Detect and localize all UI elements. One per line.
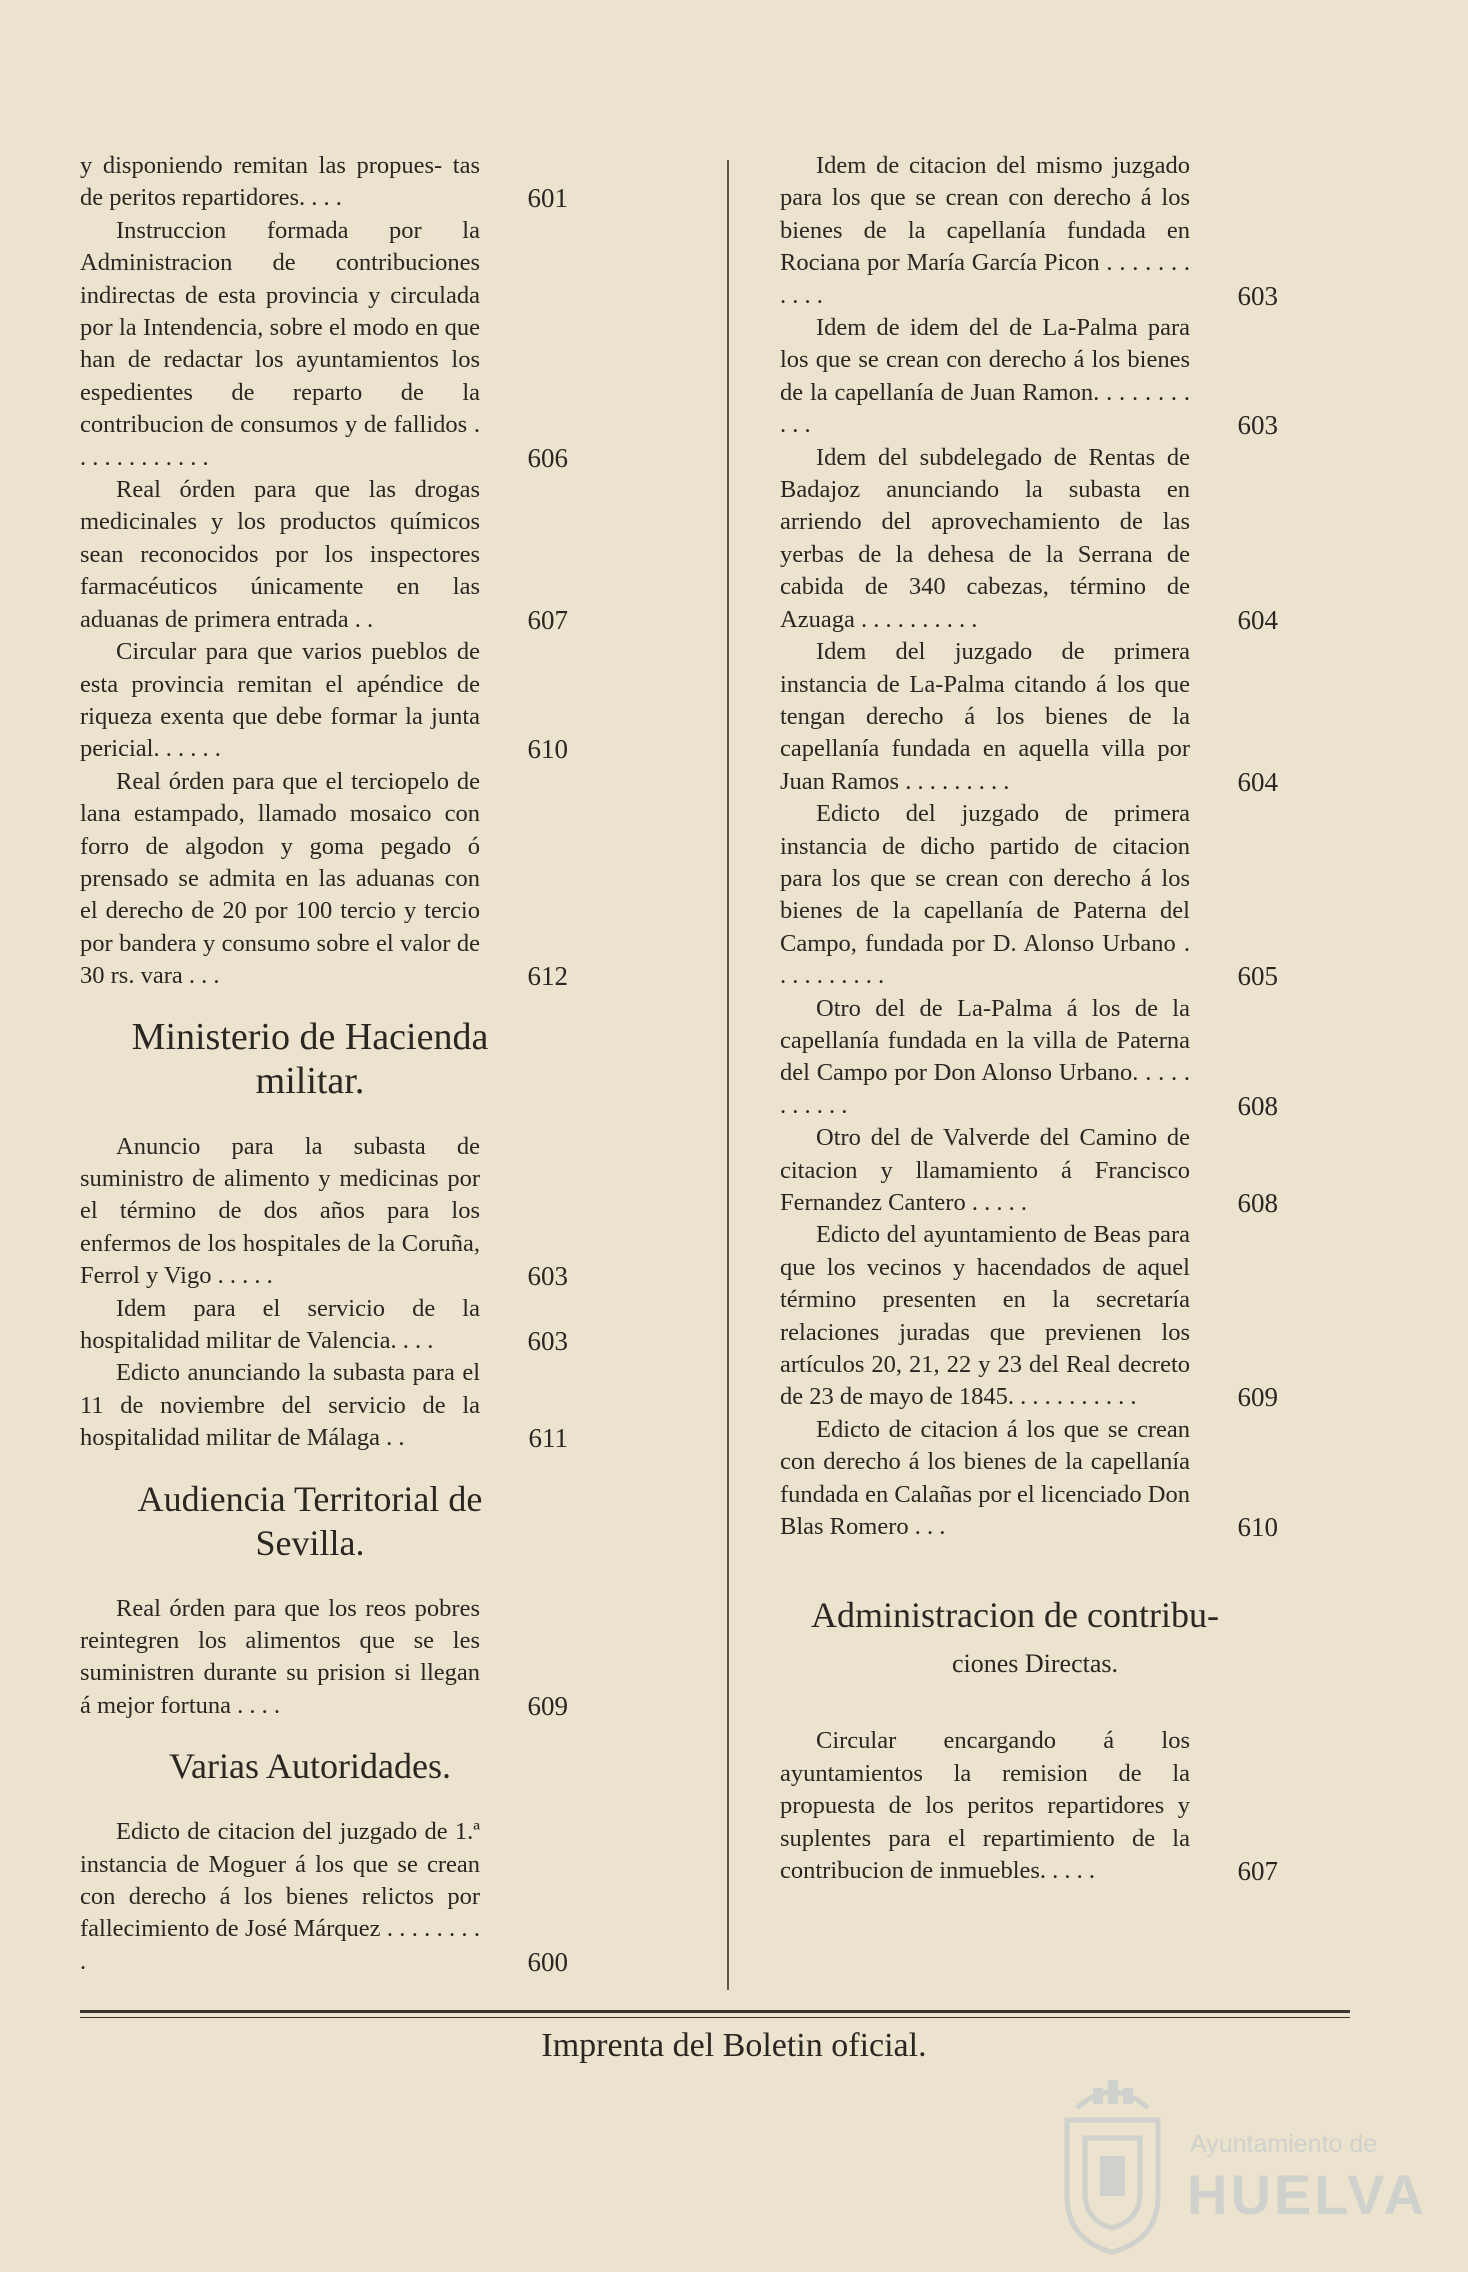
index-entry-text: Idem del subdelegado de Rentas de Badajoz anunciando la subasta en arriendo del aprovechamiento de las yerbas de la dehesa de la Serrana de cabida de 340 cabezas, término de Azuaga . . . . . . . . . . [780, 443, 1190, 633]
index-entry-page-number: 604 [1237, 604, 1278, 635]
index-entry [780, 1219, 1290, 1413]
index-entry-page-number: 609 [527, 1690, 568, 1721]
index-entry-page-number: 603 [527, 1326, 568, 1356]
index-entry-page-number: 603 [1237, 410, 1278, 441]
index-entry-page-number: 610 [1237, 1512, 1278, 1543]
index-entry [80, 636, 580, 766]
index-entry [780, 312, 1290, 442]
index-entry-text: Real órden para que los reos pobres reintegren los alimentos que se les suministren durante su prision si llegan á mejor fortuna . . . . [80, 1594, 480, 1719]
printer-imprint: Imprenta del Boletin oficial. [541, 2027, 927, 2064]
huelva-crest-icon [1055, 2068, 1170, 2258]
index-entry [80, 1816, 580, 1978]
index-entry-page-number: 607 [1237, 1856, 1278, 1887]
section-title-administracion: Administracion de contribu- [811, 1595, 1219, 1636]
index-entry-page-number: 608 [1237, 1188, 1278, 1218]
index-entry [780, 993, 1290, 1123]
index-entry-page-number: 605 [1237, 961, 1278, 992]
index-entry-text: Real órden para que las drogas medicinales y los productos químicos sean reconocidos por los inspectores farmacéuticos únicamente en las aduanas de primera entrada . . [80, 476, 480, 633]
index-entry [80, 1131, 580, 1293]
section-subtitle-contribuciones: ciones Directas. [951, 1649, 1119, 1679]
index-entry-page-number: 603 [1237, 280, 1278, 311]
watermark-line2: HUELVA [1187, 2163, 1427, 2226]
index-entry-text: Idem para el servicio de la hospitalidad militar de Valencia. . . . [80, 1294, 480, 1354]
index-entry [80, 215, 580, 474]
index-entry-text: Idem del juzgado de primera instancia de La-Palma citando á los que tengan derecho á los bienes de la capellanía fundada en aquella villa por Juan Ramos . . . . . . . . . [780, 638, 1190, 795]
index-entry [780, 1414, 1290, 1544]
index-entry [80, 766, 580, 993]
right-entries-b [780, 1725, 1290, 1887]
index-entry-text: Instruccion formada por la Administracion de contribuciones indirectas de esta provincia y circulada por la Intendencia, sobre el modo en que han de redactar los ayuntamientos los espedientes de reparto de la contribucion de consumos y de fallidos . . . . . . . . . . . . [80, 216, 480, 471]
column-divider [727, 160, 729, 1990]
left-entries-a [80, 150, 580, 993]
index-entry [780, 1122, 1290, 1219]
index-entry-text: Edicto del ayuntamiento de Beas para que los vecinos y hacendados de aquel término presenten en la secretaría relaciones juradas que previenen los artículos 20, 21, 22 y 23 del Real decreto de 23 de mayo de 1845. . . . . . . . . . . [780, 1221, 1190, 1411]
index-entry-text: y disponiendo remitan las propues- tas de peritos repartidores. . . . [80, 152, 480, 212]
index-entry-page-number: 604 [1237, 766, 1278, 797]
index-entry [80, 150, 580, 215]
section-title-audiencia-sevilla: Audiencia Territorial de Sevilla. [137, 1478, 483, 1563]
right-entries-a [780, 150, 1290, 1543]
left-entries-d [80, 1816, 580, 1978]
index-entry-text: Edicto de citacion del juzgado de 1.ª instancia de Moguer á los que se crean con derecho á los bienes relictos por fallecimiento de José Márquez . . . . . . . . . [80, 1818, 480, 1975]
index-entry-text: Real órden para que el terciopelo de lana estampado, llamado mosaico con forro de algodon y goma pegado ó prensado se admita en las aduanas con el derecho de 20 por 100 tercio y tercio por bandera y consumo sobre el valor de 30 rs. vara . . . [80, 767, 480, 990]
index-entry-page-number: 607 [527, 604, 568, 635]
index-entry [780, 636, 1290, 798]
left-entries-b [80, 1131, 580, 1455]
section-title-varias-autoridades: Varias Autoridades. [169, 1746, 451, 1787]
index-entry-page-number: 603 [527, 1261, 568, 1292]
watermark [1055, 2068, 1427, 2258]
index-entry [80, 1293, 580, 1358]
index-entry [780, 442, 1290, 636]
index-entry [80, 1357, 580, 1454]
index-entry-text: Idem de citacion del mismo juzgado para los que se crean con derecho á los bienes de la capellanía fundada en Rociana por María García Picon . . . . . . . . . . . [780, 152, 1190, 309]
index-entry-text: Edicto del juzgado de primera instancia de dicho partido de citacion para los que se crean con derecho á los bienes de la capellanía de Paterna del Campo, fundada por D. Alonso Urbano . . . . . . . . . . [780, 800, 1190, 990]
watermark-line1: Ayuntamiento de [1190, 2130, 1378, 2158]
index-entry-page-number: 612 [527, 961, 568, 992]
index-entry-page-number: 606 [527, 442, 568, 473]
right-column [780, 150, 1290, 1888]
index-entry-text: Idem de idem del de La-Palma para los que se crean con derecho á los bienes de la capellanía de Juan Ramon. . . . . . . . . . . [780, 314, 1190, 439]
index-entry-text: Circular encargando á los ayuntamientos la remision de la propuesta de los peritos repartidores y suplentes para el repartimiento de la contribucion de inmuebles. . . . . [780, 1727, 1190, 1885]
section-title-hacienda-militar: Ministerio de Hacienda militar. [131, 1015, 489, 1102]
index-entry-text: Otro del de Valverde del Camino de citacion y llamamiento á Francisco Fernandez Cantero . . . . . [780, 1124, 1190, 1216]
index-entry [780, 150, 1290, 312]
index-entry-page-number: 610 [527, 734, 568, 765]
index-entry-text: Edicto de citacion á los que se crean con derecho á los bienes de la capellanía fundada en Calañas por el licenciado Don Blas Romero . . . [780, 1415, 1190, 1541]
index-entry [80, 474, 580, 636]
index-entry-page-number: 609 [1237, 1382, 1278, 1413]
left-entries-c [80, 1593, 580, 1723]
footer-rule-thin [80, 2017, 1350, 2018]
footer-rule [80, 2010, 1350, 2013]
index-entry-page-number: 601 [527, 183, 568, 214]
index-entry-page-number: 600 [527, 1946, 568, 1977]
index-entry [80, 1593, 580, 1723]
left-column [80, 150, 580, 1978]
index-entry-text: Circular para que varios pueblos de esta provincia remitan el apéndice de riqueza exenta que debe formar la junta pericial. . . . . . [80, 638, 480, 763]
index-entry-page-number: 608 [1237, 1090, 1278, 1121]
index-entry-text: Anuncio para la subasta de suministro de alimento y medicinas por el término de dos años para los enfermos de los hospitales de la Coruña, Ferrol y Vigo . . . . . [80, 1132, 480, 1290]
index-entry-text: Otro del de La-Palma á los de la capellanía fundada en la villa de Paterna del Campo por Don Alonso Urbano. . . . . . . . . . . [780, 994, 1190, 1119]
index-entry-page-number: 611 [528, 1423, 568, 1454]
index-entry [780, 798, 1290, 992]
index-entry-text: Edicto anunciando la subasta para el 11 de noviembre del servicio de la hospitalidad militar de Málaga . . [80, 1359, 480, 1452]
index-entry [780, 1725, 1290, 1887]
